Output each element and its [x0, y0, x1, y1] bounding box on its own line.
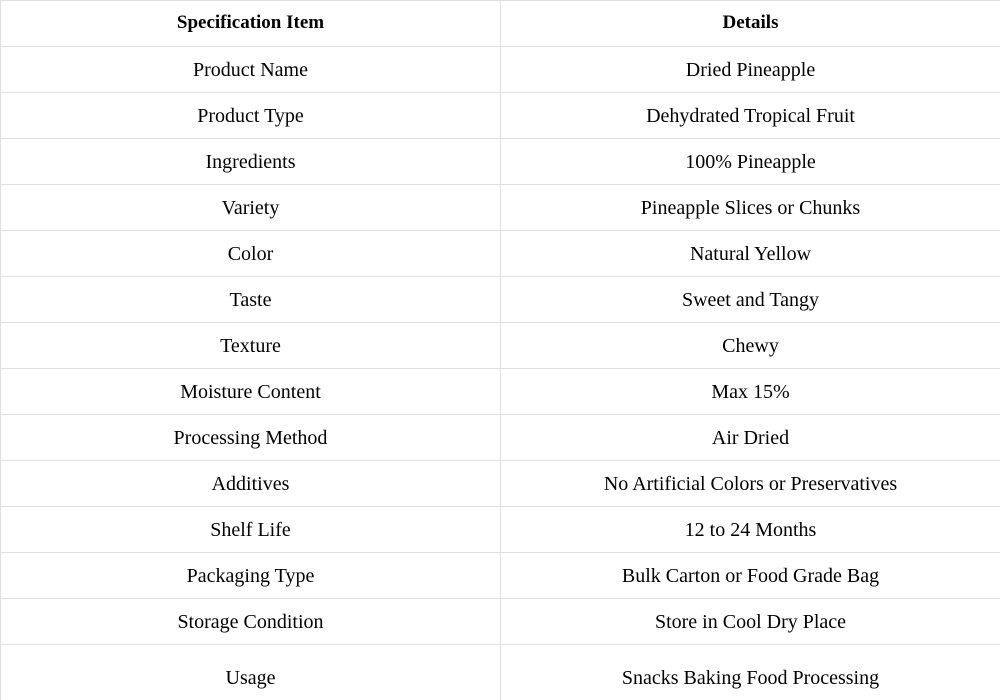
spec-item-cell: Additives	[1, 461, 501, 507]
spec-details-cell: Dried Pineapple	[501, 47, 1000, 93]
spec-details-cell: 100% Pineapple	[501, 139, 1000, 185]
spec-item-cell: Moisture Content	[1, 369, 501, 415]
table-row	[1, 139, 1000, 185]
spec-details-cell: Dehydrated Tropical Fruit	[501, 93, 1000, 139]
spec-details-cell: Store in Cool Dry Place	[501, 599, 1000, 645]
spec-item-cell: Storage Condition	[1, 599, 501, 645]
spec-item-cell: Texture	[1, 323, 501, 369]
table-row	[1, 461, 1000, 507]
table-header-row	[1, 1, 1000, 47]
spec-item-cell: Product Name	[1, 47, 501, 93]
spec-details-cell: Chewy	[501, 323, 1000, 369]
table-row	[1, 553, 1000, 599]
spec-details-cell: Max 15%	[501, 369, 1000, 415]
column-header-details: Details	[501, 1, 1000, 47]
table-row	[1, 231, 1000, 277]
spec-details-cell: Air Dried	[501, 415, 1000, 461]
spec-item-cell: Color	[1, 231, 501, 277]
spec-item-cell: Ingredients	[1, 139, 501, 185]
table-row	[1, 277, 1000, 323]
table-row	[1, 93, 1000, 139]
spec-details-cell: Pineapple Slices or Chunks	[501, 185, 1000, 231]
table-row	[1, 415, 1000, 461]
spec-details-cell: Snacks Baking Food Processing	[501, 645, 1000, 700]
table-row	[1, 323, 1000, 369]
spec-item-cell: Usage	[1, 645, 501, 700]
column-header-specification-item: Specification Item	[1, 1, 501, 47]
table-row	[1, 185, 1000, 231]
spec-item-cell: Processing Method	[1, 415, 501, 461]
spec-item-cell: Product Type	[1, 93, 501, 139]
table-row	[1, 599, 1000, 645]
spec-item-cell: Taste	[1, 277, 501, 323]
table-row	[1, 369, 1000, 415]
table-row	[1, 645, 1000, 700]
table-row	[1, 507, 1000, 553]
spec-details-cell: No Artificial Colors or Preservatives	[501, 461, 1000, 507]
spec-item-cell: Variety	[1, 185, 501, 231]
spec-item-cell: Shelf Life	[1, 507, 501, 553]
spec-details-cell: 12 to 24 Months	[501, 507, 1000, 553]
spec-details-cell: Bulk Carton or Food Grade Bag	[501, 553, 1000, 599]
spec-item-cell: Packaging Type	[1, 553, 501, 599]
spec-details-cell: Natural Yellow	[501, 231, 1000, 277]
table-row	[1, 47, 1000, 93]
spec-details-cell: Sweet and Tangy	[501, 277, 1000, 323]
